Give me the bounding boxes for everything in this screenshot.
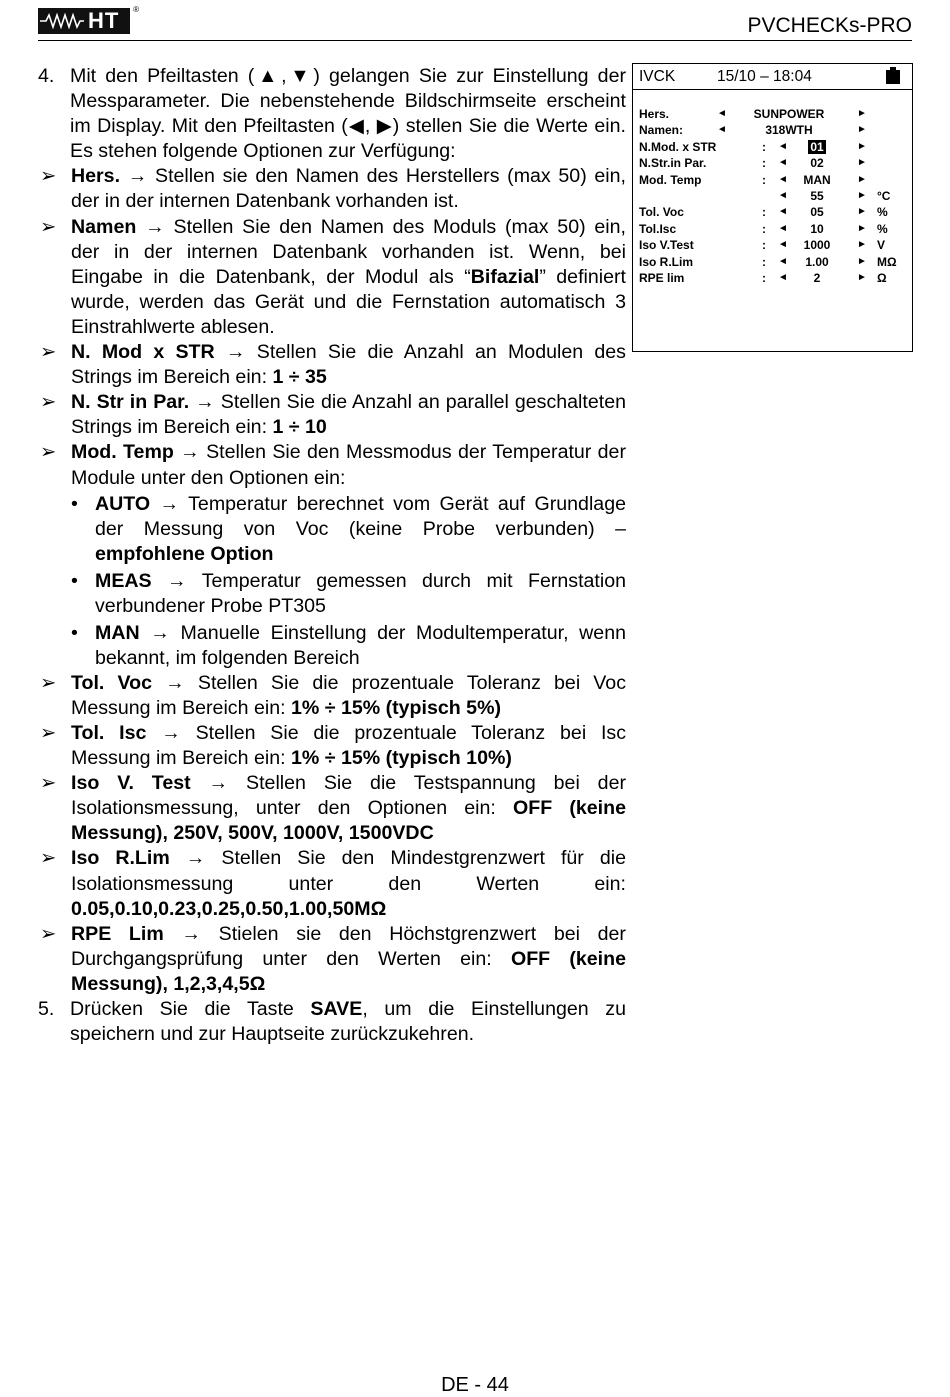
recommended-label: empfohlene Option bbox=[95, 543, 274, 566]
left-arrow-icon: ◄ bbox=[778, 255, 788, 267]
display-param-value: 318WTH bbox=[765, 123, 813, 138]
display-value-text: 1000 bbox=[803, 238, 831, 253]
display-row bbox=[633, 155, 912, 171]
display-param-value bbox=[791, 139, 843, 155]
step-5 bbox=[38, 997, 626, 1047]
ht-logo bbox=[38, 5, 139, 34]
option-values: OFF (keine Messung), 250V, 500V, 1000V, 1500VDC bbox=[71, 797, 626, 845]
suboption-text: Temperatur berechnet vom Gerät auf Grundlage der Messung von Voc (keine Probe verbunden) – bbox=[95, 493, 626, 541]
display-unit: V bbox=[877, 238, 886, 253]
display-param-value bbox=[791, 254, 843, 270]
display-row bbox=[633, 204, 912, 220]
left-arrow-icon: ◄ bbox=[717, 108, 727, 119]
bullet-arrow-icon: ➢ bbox=[40, 215, 57, 238]
display-param-value bbox=[791, 155, 843, 171]
display-row bbox=[633, 254, 912, 270]
option-text: Stellen Sie den Namen des Moduls (max 50) ein, der in der internen Datenbank vorhanden ist. Wenn, bei Eingabe in die Datenbank, der Modul als “ bbox=[71, 215, 626, 288]
option-key: N. Str in Par. bbox=[71, 391, 190, 414]
display-value-text: 55 bbox=[810, 189, 824, 203]
display-colon: : bbox=[762, 254, 766, 269]
suboption-text: Temperatur gemessen durch mit Fernstation verbundener Probe PT305 bbox=[95, 569, 626, 617]
display-unit: Ω bbox=[877, 271, 887, 285]
right-arrow-icon: → bbox=[150, 621, 170, 644]
right-arrow-icon: ► bbox=[857, 173, 867, 185]
right-arrow-icon: → bbox=[165, 671, 185, 694]
step-text: Drücken Sie die Taste bbox=[70, 997, 311, 1020]
right-arrow-icon: → bbox=[159, 493, 180, 516]
display-row bbox=[633, 221, 912, 237]
bullet-arrow-icon: ➢ bbox=[40, 922, 57, 945]
right-arrow-icon: → bbox=[167, 569, 187, 592]
suboption-meas bbox=[38, 569, 626, 619]
display-value-text: MAN bbox=[803, 172, 831, 187]
display-value-text: 02 bbox=[810, 156, 824, 171]
option-key: Tol. Isc bbox=[71, 721, 147, 744]
display-unit: MΩ bbox=[877, 254, 897, 269]
display-param-value bbox=[791, 172, 843, 188]
step-4 bbox=[38, 64, 626, 164]
step-number: 5. bbox=[38, 997, 55, 1020]
left-arrow-icon: ◄ bbox=[778, 173, 788, 185]
battery-icon bbox=[886, 67, 900, 84]
display-param-label: Tol.Isc bbox=[639, 221, 677, 236]
display-row bbox=[633, 188, 912, 204]
right-arrow-icon: → bbox=[127, 165, 148, 188]
left-arrow-icon: ◄ bbox=[778, 157, 788, 169]
option-range: 1% ÷ 15% (typisch 10%) bbox=[290, 747, 512, 770]
option-text: Stellen Sie die Testspannung bei der Isolationsmessung, unter den Optionen ein: bbox=[71, 772, 627, 820]
right-arrow-icon: ► bbox=[857, 190, 867, 201]
display-param-label: Namen: bbox=[639, 123, 684, 138]
display-param-label: Mod. Temp bbox=[639, 172, 702, 187]
display-param-value bbox=[791, 237, 843, 253]
right-arrow-icon: ► bbox=[857, 140, 867, 152]
display-header bbox=[633, 64, 912, 90]
option-iso-v-test bbox=[38, 771, 626, 846]
bullet-arrow-icon: ➢ bbox=[40, 441, 57, 464]
right-arrow-icon: ► bbox=[857, 239, 867, 251]
bullet-arrow-icon: ➢ bbox=[40, 772, 57, 795]
right-arrow-icon: → bbox=[161, 721, 181, 744]
display-param-label: RPE lim bbox=[639, 271, 685, 285]
display-value-text: 2 bbox=[813, 271, 821, 285]
option-hers bbox=[38, 164, 626, 214]
display-row bbox=[633, 139, 912, 155]
option-text: Stellen Sie die prozentuale Toleranz bei Voc Messung im Bereich ein: bbox=[71, 671, 626, 719]
display-param-value bbox=[791, 204, 843, 220]
left-arrow-icon: ◄ bbox=[717, 124, 727, 136]
bullet-arrow-icon: ➢ bbox=[40, 165, 57, 188]
left-arrow-icon: ◄ bbox=[778, 272, 788, 283]
display-row bbox=[633, 122, 912, 138]
document-title: PVCHECKs-PRO bbox=[747, 14, 912, 37]
display-param-value bbox=[791, 270, 843, 286]
registered-mark: ® bbox=[133, 5, 139, 14]
display-colon: : bbox=[762, 238, 766, 253]
suboption-text: Manuelle Einstellung der Modultemperatur, wenn bekannt, im folgenden Bereich bbox=[95, 621, 626, 669]
display-selected-value: 01 bbox=[810, 139, 824, 154]
right-arrow-icon: ► bbox=[857, 108, 867, 119]
left-arrow-icon: ◄ bbox=[778, 140, 788, 152]
display-param-label: N.Mod. x STR bbox=[639, 139, 717, 154]
instruction-text bbox=[38, 64, 626, 1047]
display-param-label: Hers. bbox=[639, 107, 670, 121]
step-intro: Mit den Pfeiltasten (▲,▼) gelangen Sie zur Einstellung der Messparameter. Die nebenstehende Bildschirmseite erscheint im Display. Mit den Pfeiltasten (◀, ▶) stellen Sie die Werte ein. Es stehen folgende Optionen zur Verfügung: bbox=[70, 65, 626, 163]
display-value-text: 10 bbox=[810, 221, 824, 236]
display-param-value: SUNPOWER bbox=[753, 107, 825, 121]
option-key: Tol. Voc bbox=[71, 671, 152, 694]
option-text: Stellen sie den Namen des Herstellers (max 50) ein, der in der internen Datenbank vorhanden ist. bbox=[71, 165, 627, 213]
display-unit: % bbox=[877, 221, 888, 236]
bullet-arrow-icon: ➢ bbox=[40, 721, 57, 744]
option-iso-r-lim bbox=[38, 846, 626, 921]
option-range: 1% ÷ 15% (typisch 5%) bbox=[290, 696, 502, 719]
step-number: 4. bbox=[38, 65, 55, 87]
display-param-label: Iso V.Test bbox=[639, 238, 694, 253]
display-param-label: Tol. Voc bbox=[639, 205, 684, 220]
display-unit: °C bbox=[877, 189, 891, 203]
display-colon: : bbox=[762, 172, 766, 187]
display-row bbox=[633, 237, 912, 253]
display-colon: : bbox=[762, 221, 766, 236]
display-row bbox=[633, 106, 912, 122]
right-arrow-icon: ► bbox=[857, 206, 867, 218]
option-mod-temp bbox=[38, 440, 626, 490]
display-param-label: N.Str.in Par. bbox=[639, 156, 707, 171]
left-arrow-icon: ◄ bbox=[778, 190, 788, 201]
suboption-key: AUTO bbox=[95, 493, 151, 516]
option-text: Stellen Sie die Anzahl an parallel geschalteten Strings im Bereich ein: bbox=[71, 391, 626, 439]
display-colon: : bbox=[762, 205, 766, 220]
bullet-dot-icon: • bbox=[71, 569, 78, 592]
bullet-arrow-icon: ➢ bbox=[40, 341, 57, 364]
option-rpe-lim bbox=[38, 922, 626, 997]
right-arrow-icon: ► bbox=[857, 222, 867, 234]
option-key: Namen bbox=[71, 215, 137, 238]
right-arrow-icon: → bbox=[185, 847, 206, 870]
header-divider bbox=[38, 40, 912, 41]
option-text: Stellen Sie die prozentuale Toleranz bei Isc Messung im Bereich ein: bbox=[71, 721, 626, 770]
right-arrow-icon: → bbox=[180, 441, 200, 464]
option-key: Hers. bbox=[71, 165, 121, 188]
option-text: Stellen Sie den Messmodus der Temperatur der Module unter den Optionen ein: bbox=[71, 441, 626, 489]
right-arrow-icon: ► bbox=[857, 272, 867, 283]
display-param-value bbox=[791, 188, 843, 204]
bullet-arrow-icon: ➢ bbox=[40, 847, 57, 870]
option-range: 1 ÷ 35 bbox=[272, 366, 327, 389]
option-text: Stielen sie den Höchstgrenzwert bei der Durchgangsprüfung unter den Werten ein: bbox=[71, 922, 626, 970]
step-text-cont: , um die Einstellungen zu speichern und zur Hauptseite zurückzukehren. bbox=[70, 997, 626, 1046]
option-key: Iso R.Lim bbox=[71, 847, 170, 870]
logo-wave-icon bbox=[40, 13, 84, 29]
display-value-text: 05 bbox=[810, 205, 824, 220]
option-text: Stellen Sie die Anzahl an Modulen des Strings im Bereich ein: bbox=[71, 341, 626, 389]
left-arrow-icon: ◄ bbox=[778, 239, 788, 251]
left-arrow-icon: ◄ bbox=[778, 222, 788, 234]
option-range: 1 ÷ 10 bbox=[272, 416, 327, 439]
bullet-dot-icon: • bbox=[71, 493, 78, 516]
display-unit: % bbox=[877, 205, 888, 220]
display-param-label: Iso R.Lim bbox=[639, 254, 694, 269]
bullet-dot-icon: • bbox=[71, 621, 78, 644]
option-text-cont: ” definiert wurde, werden das Gerät und die Fernstation automatisch 3 Einstrahlwerte ablesen. bbox=[71, 265, 626, 338]
option-text: Stellen Sie den Mindestgrenzwert für die Isolationsmessung unter den Werten ein: bbox=[71, 847, 626, 895]
right-arrow-icon: → bbox=[181, 922, 201, 945]
right-arrow-icon: ► bbox=[857, 255, 867, 267]
display-colon: : bbox=[762, 271, 766, 285]
option-bold-term: Bifazial bbox=[470, 265, 540, 288]
display-colon: : bbox=[762, 139, 766, 154]
right-arrow-icon: ► bbox=[857, 157, 867, 169]
bullet-arrow-icon: ➢ bbox=[40, 391, 57, 414]
option-key: RPE Lim bbox=[71, 922, 164, 945]
option-tol-voc bbox=[38, 671, 626, 721]
display-row bbox=[633, 270, 912, 286]
page-number: DE - 44 bbox=[441, 1374, 509, 1396]
instrument-display bbox=[632, 63, 913, 352]
display-mode: IVCK bbox=[639, 68, 676, 85]
left-arrow-icon: ◄ bbox=[778, 206, 788, 218]
option-values: OFF (keine Messung), 1,2,3,4,5Ω bbox=[71, 947, 626, 995]
display-row bbox=[633, 172, 912, 188]
bullet-arrow-icon: ➢ bbox=[40, 671, 57, 694]
option-nmod-str bbox=[38, 340, 626, 390]
option-nstr-par bbox=[38, 390, 626, 440]
option-key: N. Mod x STR bbox=[71, 341, 215, 364]
right-arrow-icon: ► bbox=[857, 124, 867, 136]
option-namen bbox=[38, 215, 626, 340]
display-param-value bbox=[791, 221, 843, 237]
right-arrow-icon: → bbox=[208, 772, 229, 795]
suboption-key: MEAS bbox=[95, 569, 152, 592]
option-values: 0.05,0.10,0.23,0.25,0.50,1.00,50MΩ bbox=[71, 897, 387, 920]
suboption-auto bbox=[38, 492, 626, 567]
logo-text: HT bbox=[88, 8, 120, 33]
option-tol-isc bbox=[38, 721, 626, 771]
display-value-text: 1.00 bbox=[805, 254, 829, 269]
right-arrow-icon: → bbox=[225, 341, 246, 364]
right-arrow-icon: → bbox=[195, 391, 215, 414]
display-datetime: 15/10 – 18:04 bbox=[717, 68, 812, 85]
save-key-label: SAVE bbox=[310, 997, 363, 1020]
option-key: Iso V. Test bbox=[71, 772, 191, 795]
option-key: Mod. Temp bbox=[71, 441, 174, 464]
right-arrow-icon: → bbox=[145, 215, 165, 238]
suboption-key: MAN bbox=[95, 621, 140, 644]
display-colon: : bbox=[762, 156, 766, 171]
suboption-man bbox=[38, 621, 626, 671]
